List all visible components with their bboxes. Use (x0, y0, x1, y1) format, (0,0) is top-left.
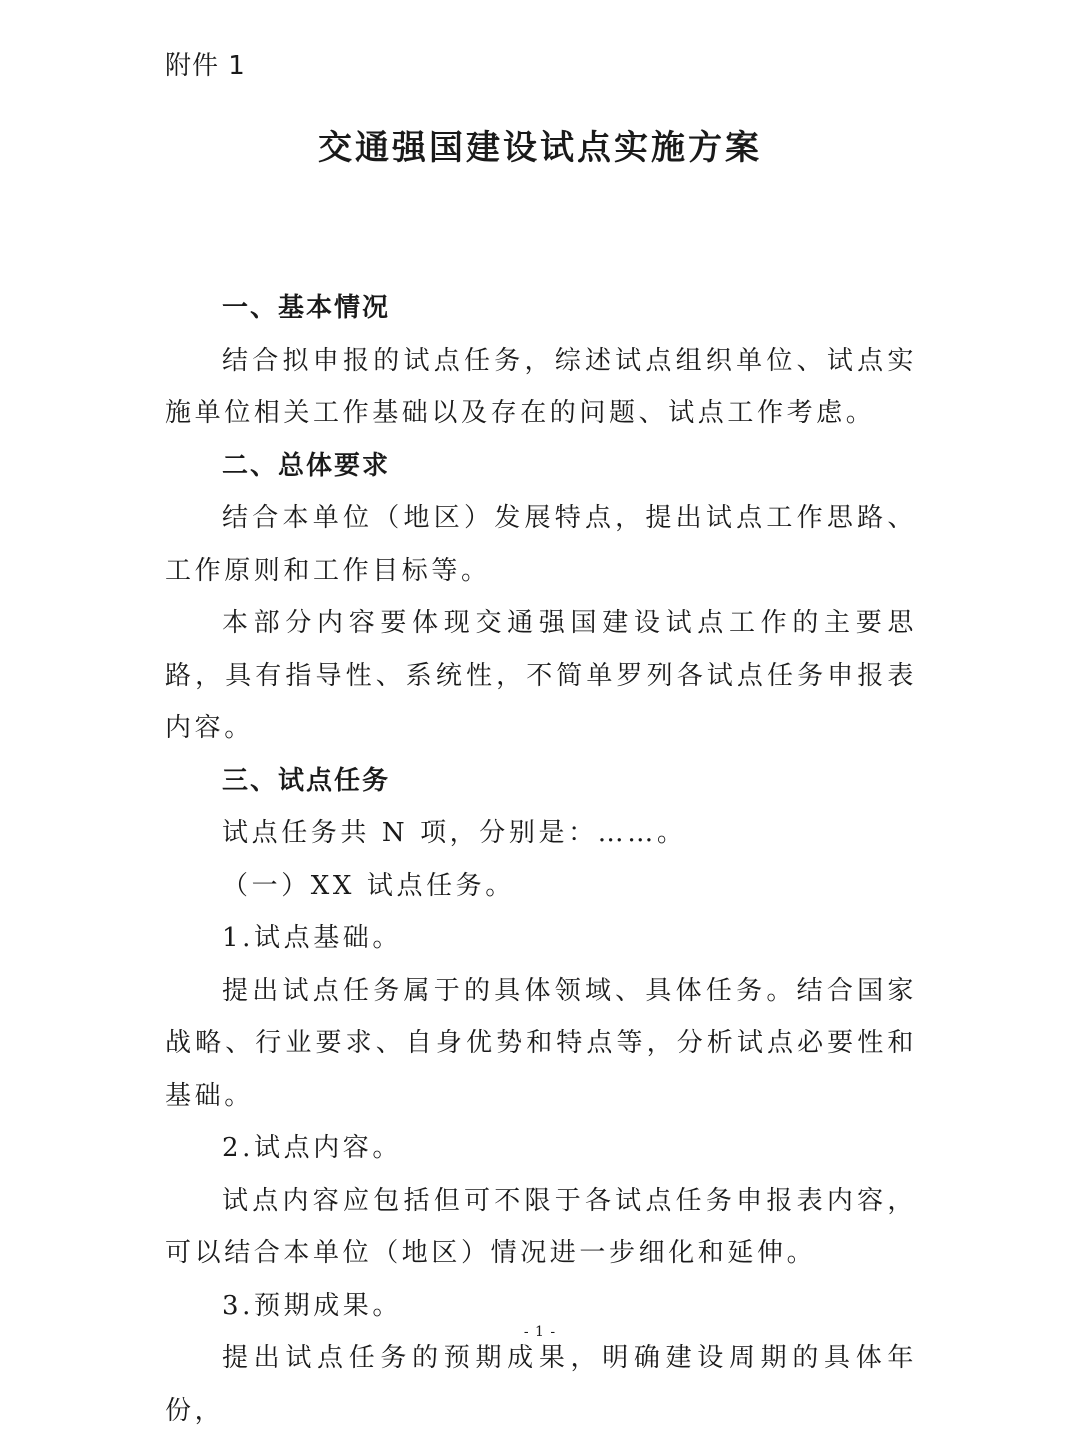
paragraph: 提出试点任务的预期成果，明确建设周期的具体年份， (165, 1343, 917, 1426)
document-body (165, 282, 917, 1437)
section-heading-requirements: 二、总体要求 (222, 450, 391, 481)
paragraph: 试点内容应包括但可不限于各试点任务申报表内容，可以结合本单位（地区）情况进一步细化和延伸。 (165, 1185, 917, 1268)
document-title: 交通强国建设试点实施方案 (318, 128, 762, 168)
page-number: - 1 - (523, 1324, 557, 1340)
item-title: 2.试点内容。 (222, 1133, 403, 1163)
section-heading-basic: 一、基本情况 (222, 293, 391, 323)
paragraph: 提出试点任务属于的具体领域、具体任务。结合国家战略、行业要求、自身优势和特点等，分析试点必要性和基础。 (165, 975, 917, 1111)
item-title: 3.预期成果。 (222, 1290, 403, 1321)
subsection-heading: （一）XX 试点任务。 (222, 870, 515, 901)
item-title: 1.试点基础。 (222, 923, 403, 953)
paragraph: 本部分内容要体现交通强国建设试点工作的主要思路，具有指导性、系统性，不简单罗列各试点任务申报表内容。 (165, 608, 917, 743)
paragraph: 结合拟申报的试点任务，综述试点组织单位、试点实施单位相关工作基础以及存在的问题、试点工作考虑。 (165, 345, 917, 428)
paragraph: 试点任务共 N 项，分别是：……。 (222, 818, 687, 848)
section-heading-tasks: 三、试点任务 (222, 765, 391, 796)
attachment-label: 附件 1 (165, 51, 246, 81)
paragraph: 结合本单位（地区）发展特点，提出试点工作思路、工作原则和工作目标等。 (165, 503, 917, 586)
